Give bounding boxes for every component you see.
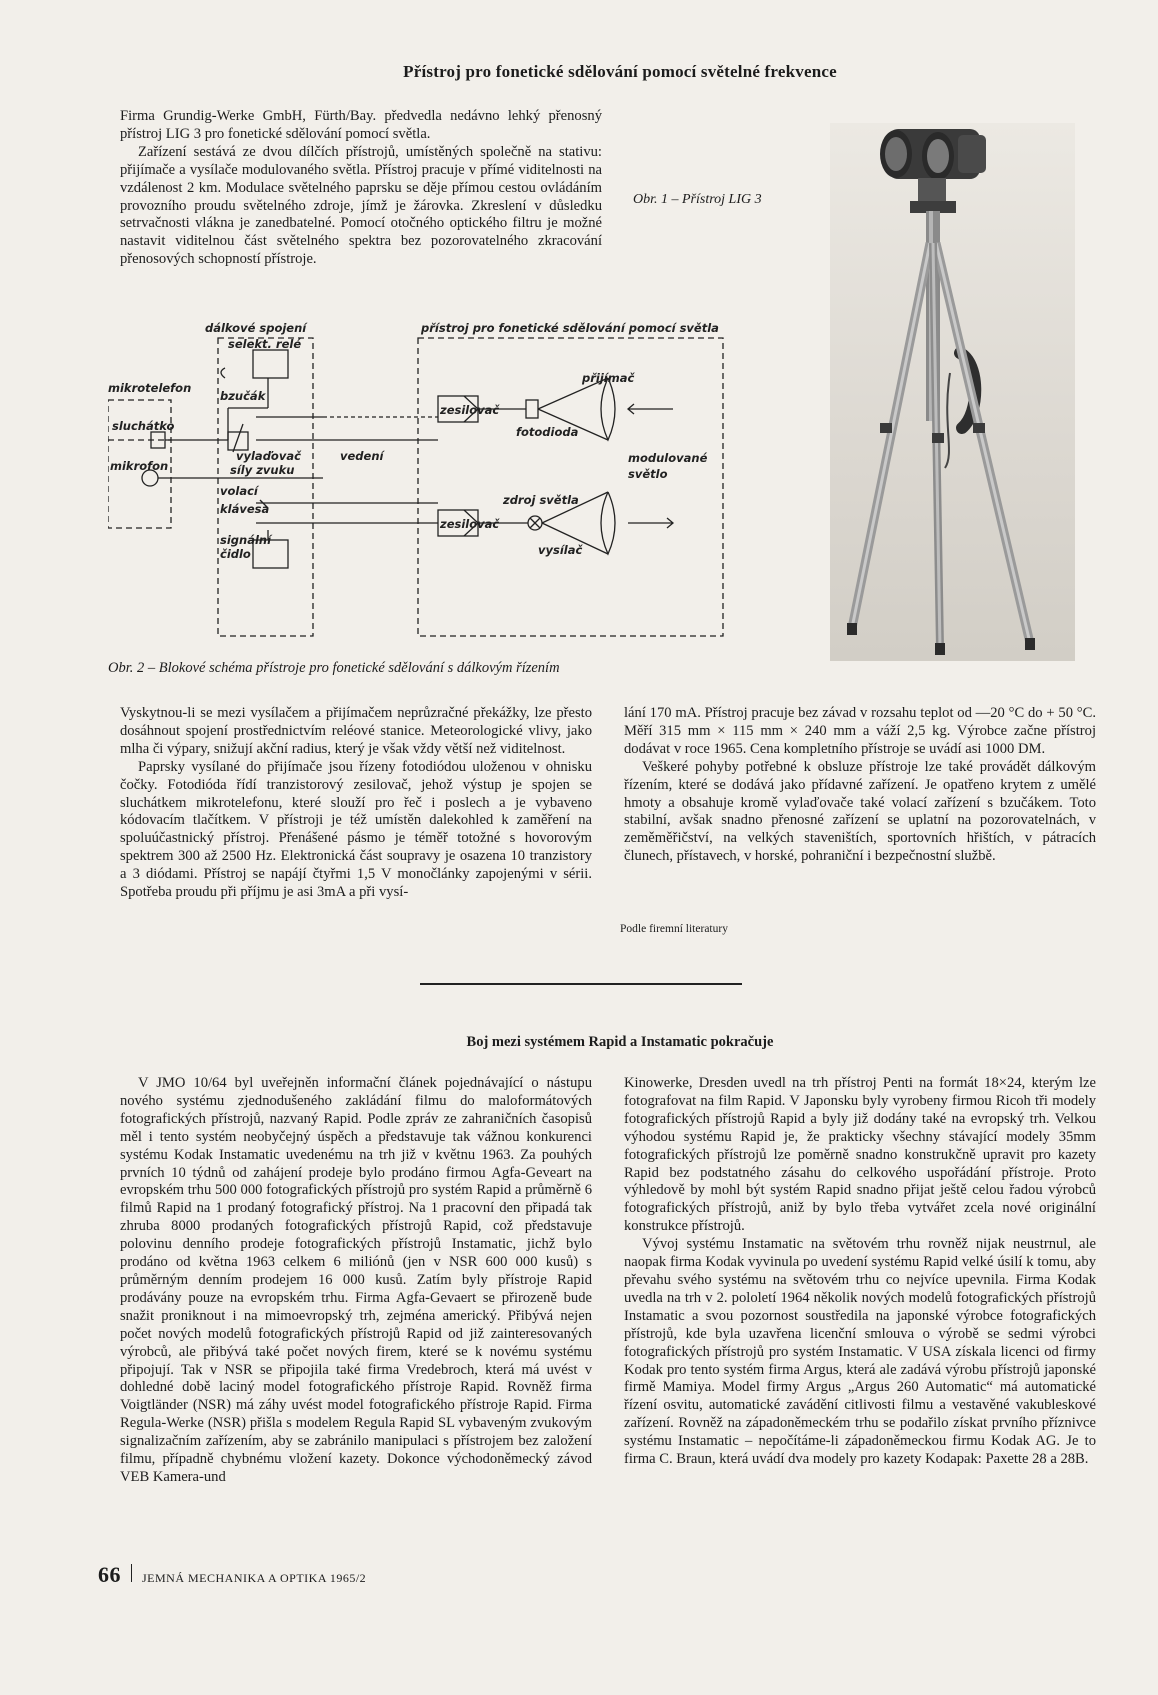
- label-selekt: selekt. relé: [228, 337, 302, 351]
- label-klavesa: klávesa: [220, 502, 270, 516]
- label-svetlo: světlo: [628, 467, 668, 481]
- paragraph: Firma Grundig-Werke GmbH, Fürth/Bay. předvedla nedávno lehký přenosný přístroj LIG 3 pro fonetické sdělování pomocí světla.: [120, 108, 602, 142]
- label-zesilovac-2: zesilovač: [440, 517, 500, 531]
- paragraph: Vývoj systému Instamatic na světovém trhu rovněž nijak neustrnul, ale naopak firma Kodak vyvinula po uvedení systému Rapid velké úsilí k tomu, aby převahu svého systému na světovém trhu co nejvíce upevnila. Firma Kodak uvedla na trh v 2. pololetí 1964 několik nových modelů fotografických přístrojů Instamatic a svou pozornost soustředila na japonské výrobce fotografických přístrojů, kde byla uzavřena licenční smlouva o výrobě se sedmi výrobci fotografických přístrojů pro systém Instamatic. V USA získala licenci od firmy Kodak pro tento systém firma Argus, která ale zadává výrobu přístrojů japonské firmě Mamiya. Model firmy Argus „Argus 260 Automatic“ má automatické řízení osvitu, automatické zavádění citlivosti filmu a vestavěné vakubleskové zařízení. Rovněž na západoněmeckém trhu se podařilo získat prvního příznivce systému Instamatic – nepočítáme-li západoněmeckou firmu Kodak AG. Je to firma C. Braun, která uvádí dva modely pro kazety Kodapak: Paxette 28 a 28B.: [624, 1236, 1096, 1468]
- page-footer: [98, 1562, 366, 1588]
- label-vedeni: vedení: [340, 449, 384, 463]
- label-signalni: signální: [220, 533, 272, 547]
- intro-text: [120, 108, 602, 269]
- label-bzucak: bzučák: [220, 389, 266, 403]
- paragraph: Kinowerke, Dresden uvedl na trh přístroj Penti na formát 18×24, kterým lze fotografovat na film Rapid. V Japonsku byly vyrobeny firmou Ricoh tři modely fotografických přístrojů Rapid a byly již dodány také na evropský trh. Velkou výhodou systému Rapid je, že prakticky všechny stávající modely 35mm fotografických přístrojů lze poměrně snadno konstrukčně upravit pro kazety Rapid bez podstatného zásahu do celkového uspořádání přístroje. Proto výhledově by mohl být systém Rapid snadno přijat ještě celou řadou výrobců fotografických přístrojů, aniž by bylo třeba vytvářet zcela nové originální konstrukce přístrojů.: [624, 1075, 1096, 1235]
- label-mikrofon: mikrofon: [110, 459, 169, 473]
- article-title: Boj mezi systémem Rapid a Instamatic pokračuje: [466, 1034, 774, 1050]
- article2-column-right: [624, 1075, 1096, 1469]
- label-sluchatko: sluchátko: [112, 419, 175, 433]
- paragraph: Zařízení sestává ze dvou dílčích přístrojů, umístěných společně na stativu: přijímače a vysílače modulovaného světla. Přístroj pracuje v přímé viditelnosti na vzdálenost 2 km. Modulace světelného paprsku se děje přímou cestou ovládáním provozního proudu světelného zdroje, jímž je žárovka. Zkreslení v důsledku setrvačnosti vlákna je zanedbatelné. Pomocí otočného optického filtru je možné nastavit viditelnou část světelného spektra bez pozorovatelného zkracování přenosových schopností přístroje.: [120, 143, 602, 268]
- label-remote: dálkové spojení: [205, 321, 307, 335]
- tripod-device-image: [830, 123, 1075, 661]
- article1-column-right: [624, 705, 1096, 866]
- label-prijimac: přijímač: [582, 371, 635, 385]
- page-number: 66: [98, 1562, 121, 1587]
- label-zesilovac-1: zesilovač: [440, 403, 500, 417]
- source-note: Podle firemní literatury: [620, 923, 728, 935]
- block-diagram: [108, 320, 738, 650]
- label-cidlo: čidlo: [220, 547, 251, 561]
- label-mikrotelefon: mikrotelefon: [108, 381, 192, 395]
- label-volaci: volací: [220, 484, 258, 498]
- article2-column-left: [120, 1075, 592, 1487]
- label-zdroj: zdroj světla: [503, 493, 579, 507]
- article-divider: [420, 983, 742, 985]
- paragraph: lání 170 mA. Přístroj pracuje bez závad v rozsahu teplot od —20 °C do + 50 °C. Měří 315 mm × 115 mm × 240 mm a váží 2,5 kg. Výrobce začne přístroj dodávat v roce 1965. Cena kompletního přístroje se uvádí asi 1000 DM.: [624, 705, 1096, 757]
- block-diagram-svg: [108, 320, 738, 650]
- paragraph: Vyskytnou-li se mezi vysílačem a přijímačem neprůzračné překážky, lze přesto dosáhnout spojení prostřednictvím reléové stanice. Meteorologické vlivy, jako mlha či výpary, snižují akční radius, který je však vždy větší než viditelnost.: [120, 705, 592, 757]
- label-vyladovac: vylaďovač: [236, 449, 301, 463]
- paragraph: Paprsky vysílané do přijímače jsou řízeny fotodiódou uloženou v ohnisku čočky. Fotodióda řídí tranzistorový zesilovač, jehož výstup je spojen se sluchátkem mikrotelefonu, které slouží pro řeč i poslech a je vybaveno kódovacím tlačítkem. V přístroji je též umístěn dalekohled k zaměření na spoluúčastnický přístroj. Přenášené pásmo je téměř totožné s hovorovým spektrem 300 až 2500 Hz. Elektronická část soupravy je osazena 10 tranzistory a 3 diódami. Přístroj se napájí čtyřmi 1,5 V monočlánky zapojenými v sérii. Spotřeba proudu při příjmu je asi 3mA a při vysí-: [120, 758, 592, 901]
- label-device: přístroj pro fonetické sdělování pomocí světla: [421, 321, 719, 335]
- label-fotodioda: fotodioda: [516, 425, 579, 439]
- figure-2-caption: Obr. 2 – Blokové schéma přístroje pro fonetické sdělování s dálkovým řízením: [108, 660, 560, 676]
- article1-column-left: [120, 705, 592, 902]
- paragraph: V JMO 10/64 byl uveřejněn informační článek pojednávající o nástupu nového systému zjednodušeného zakládání filmu do maloformátových fotografických přístrojů, nazvaný Rapid. Podle zpráv ze zahraničních časopisů měl i tento systém neobyčejný úspěch a představuje tak vážnou konkurenci systému Kodak Instamatic uvedenému na trh již v květnu 1963. Za pouhých prvních 10 týdnů od zahájení prodeje bylo prodáno firmou Agfa-Geveart na evropském trhu 500 000 fotografických přístrojů pro systém Rapid a průměrně 6 filmů Rapid na 1 prodaný fotografický přístroj. Na 1 pracovní den připadá tak zhruba 8000 prodaných fotografických přístrojů Rapid, což představuje polovinu denního prodeje fotografických přístrojů Instamatic, jichž bylo prodáno od května 1963 celkem 6 miliónů (jen v NSR 600 000 kusů) s průměrným denním prodejem 16 000 kusů. Zatím byly přístroje Rapid prodávány pouze na evropském trhu. Firma Agfa-Gevaert se přirozeně bude snažit proniknout i na mimoevropský trh, zejména americký. Přibývá nejen počet nových modelů fotografických přístrojů Rapid od již zainteresovaných výrobců, ale přibývá také počet nových firem, které se k novému systému připojují. Tak v NSR se připojila také firma Vredebroch, která má uvést v dohledné době laciný model fotografického přístroje Rapid. Rovněž firma Voigtländer (NSR) má záhy uvést model fotografického přístroje Rapid. Firma Regula-Werke (NSR) přišla s modelem Regula Rapid SL vybaveným zvukovým signalizačním zařízením, aby se zabránilo manipulaci s přístrojem bez založení filmu, případně chybnému vložení kazety. Dokonce východoněmecký závod VEB Kamera-und: [120, 1075, 592, 1485]
- label-modulovane: modulované: [628, 451, 708, 465]
- journal-name: JEMNÁ MECHANIKA A OPTIKA 1965/2: [142, 1571, 367, 1585]
- footer-separator: [131, 1564, 132, 1582]
- label-vysilac: vysílač: [538, 543, 583, 557]
- paragraph: Veškeré pohyby potřebné k obsluze přístroje lze také provádět dálkovým řízením, které se dodává jako přídavné zařízení. Je opatřeno krytem z umělé hmoty a obsahuje kromě vylaďovače také volací zařízení s bzučákem. Toto stabilní, avšak snadno přenosné zařízení se uplatní na pozorovatelnách, v zeměměřičství, na velkých staveništích, sportovních hřištích, v pátracích člunech, přístavech, v horské, pohraniční i bezpečnostní službě.: [624, 758, 1096, 865]
- device-photo: [830, 123, 1075, 661]
- figure-1-caption: Obr. 1 – Přístroj LIG 3: [633, 192, 762, 207]
- label-sily-zvuku: síly zvuku: [230, 463, 295, 477]
- article-title: Přístroj pro fonetické sdělování pomocí světelné frekvence: [403, 62, 837, 81]
